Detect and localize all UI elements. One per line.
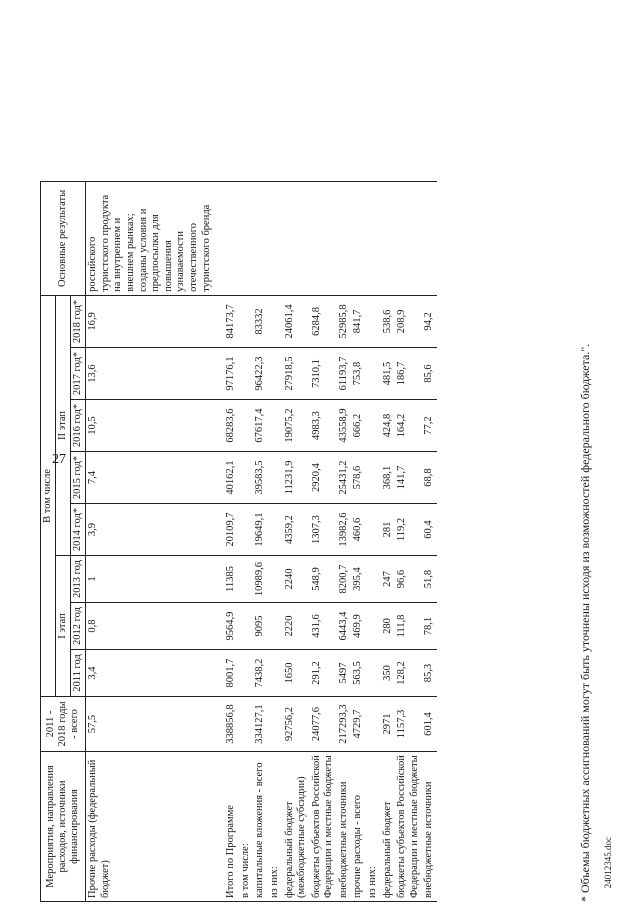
cell-year-value: 51,8: [422, 556, 437, 603]
cell-year-value: 40162,1: [224, 452, 239, 504]
cell-year-value: 68,8: [422, 452, 437, 504]
cell-year-value: 280: [381, 603, 396, 650]
spacer-cell: [214, 400, 224, 452]
cell-year-value: 68283,6: [224, 400, 239, 452]
cell-year-value: [268, 603, 283, 650]
cell-year-value: 1650: [283, 650, 310, 697]
row-label: Прочие расходы (федеральный бюджет): [86, 752, 214, 902]
cell-year-value: 77,2: [422, 400, 437, 452]
cell-year-value: [366, 452, 381, 504]
row-label: внебюджетные источники: [337, 752, 352, 902]
cell-year-value: 84173,7: [224, 295, 239, 347]
table-row: [310, 181, 337, 901]
cell-year-value: [239, 650, 254, 697]
spacer-cell: [214, 504, 224, 556]
footnote: * Объемы бюджетных ассигнований могут быть уточнены исходя из возможностей федерального бюджета.".: [578, 343, 592, 902]
cell-year-value: 7438,2: [253, 650, 268, 697]
cell-year-value: 13,6: [86, 348, 214, 400]
cell-year-value: [239, 556, 254, 603]
cell-total: 57,5: [86, 697, 214, 752]
cell-year-value: 753,8: [351, 348, 366, 400]
header-year: 2012 год: [71, 603, 86, 650]
cell-year-value: 10,5: [86, 400, 214, 452]
row-label: Итого по Программе: [224, 752, 239, 902]
table-row: [366, 181, 381, 901]
row-result: [366, 181, 381, 295]
row-label: федеральный бюджет: [381, 752, 396, 902]
cell-year-value: 368,1: [381, 452, 396, 504]
row-label: прочие расходы - всего: [351, 752, 366, 902]
cell-total: [239, 697, 254, 752]
row-result: российского туристского продукта на внутреннем и внешнем рынках; созданы условия и предпосылки для повышения узнаваемости отечественного туристского бренда: [86, 181, 214, 295]
table-row: [253, 181, 268, 901]
cell-year-value: 2920,4: [310, 452, 337, 504]
cell-year-value: 67617,4: [253, 400, 268, 452]
header-stage-2: II этап: [56, 295, 71, 555]
cell-year-value: 164,2: [395, 400, 422, 452]
spacer-cell: [214, 650, 224, 697]
row-label: бюджеты субъектов Российской Федерации и местные бюджеты: [395, 752, 422, 902]
cell-year-value: [239, 452, 254, 504]
cell-total: [268, 697, 283, 752]
cell-year-value: 7310,1: [310, 348, 337, 400]
cell-year-value: 6443,4: [337, 603, 352, 650]
cell-year-value: 2240: [283, 556, 310, 603]
row-label: из них:: [366, 752, 381, 902]
spacer-cell: [214, 348, 224, 400]
cell-year-value: 19649,1: [253, 504, 268, 556]
row-result: [381, 181, 396, 295]
cell-year-value: 39583,5: [253, 452, 268, 504]
spacer-row: [214, 181, 224, 901]
cell-total: 24077,6: [310, 697, 337, 752]
cell-year-value: 1: [86, 556, 214, 603]
cell-year-value: [268, 295, 283, 347]
cell-year-value: [268, 556, 283, 603]
file-code: 24012345.doc: [603, 837, 613, 889]
cell-year-value: 395,4: [351, 556, 366, 603]
cell-year-value: 7,4: [86, 452, 214, 504]
cell-year-value: 52985,8: [337, 295, 352, 347]
cell-year-value: 666,2: [351, 400, 366, 452]
cell-year-value: [239, 295, 254, 347]
cell-year-value: 85,6: [422, 348, 437, 400]
cell-year-value: 431,6: [310, 603, 337, 650]
cell-year-value: [366, 348, 381, 400]
cell-year-value: 96422,3: [253, 348, 268, 400]
cell-year-value: 10989,6: [253, 556, 268, 603]
cell-year-value: 5497: [337, 650, 352, 697]
spacer-cell: [214, 697, 224, 752]
table-row: [86, 181, 214, 901]
cell-year-value: 85,3: [422, 650, 437, 697]
row-result: [224, 181, 239, 295]
cell-total: 338856,8: [224, 697, 239, 752]
spacer-cell: [214, 603, 224, 650]
header-year: 2017 год*: [71, 348, 86, 400]
cell-total: 2971: [381, 697, 396, 752]
cell-year-value: [239, 504, 254, 556]
cell-year-value: 11231,9: [283, 452, 310, 504]
cell-year-value: [366, 400, 381, 452]
cell-year-value: 96,6: [395, 556, 422, 603]
table-row: [224, 181, 239, 901]
cell-year-value: [366, 295, 381, 347]
cell-year-value: 548,9: [310, 556, 337, 603]
cell-year-value: 25431,2: [337, 452, 352, 504]
spacer-cell: [214, 452, 224, 504]
cell-year-value: 16,9: [86, 295, 214, 347]
cell-year-value: 4359,2: [283, 504, 310, 556]
row-result: [395, 181, 422, 295]
header-including: В том числе: [41, 295, 56, 696]
cell-total: 601,4: [422, 697, 437, 752]
table-row: [268, 181, 283, 901]
spacer-cell: [214, 181, 224, 295]
cell-year-value: 11385: [224, 556, 239, 603]
cell-total: 217293,3: [337, 697, 352, 752]
row-label: капитальные вложения - всего: [253, 752, 268, 902]
cell-year-value: 94,2: [422, 295, 437, 347]
cell-year-value: 247: [381, 556, 396, 603]
cell-year-value: 481,5: [381, 348, 396, 400]
header-stage-1: I этап: [56, 556, 71, 697]
cell-year-value: 97176,1: [224, 348, 239, 400]
cell-year-value: 424,8: [381, 400, 396, 452]
cell-year-value: 13982,6: [337, 504, 352, 556]
financing-table: [40, 181, 437, 902]
header-total: 2011 - 2018 годы - всего: [41, 697, 86, 752]
rotated-table-sheet: [40, 62, 600, 902]
cell-year-value: 3,4: [86, 650, 214, 697]
cell-year-value: 8001,7: [224, 650, 239, 697]
cell-year-value: 841,7: [351, 295, 366, 347]
cell-year-value: 469,9: [351, 603, 366, 650]
cell-year-value: 27918,5: [283, 348, 310, 400]
row-result: [239, 181, 254, 295]
header-results: Основные результаты: [41, 181, 86, 295]
cell-year-value: [268, 400, 283, 452]
cell-year-value: [366, 603, 381, 650]
cell-year-value: 291,2: [310, 650, 337, 697]
header-year: 2016 год*: [71, 400, 86, 452]
cell-year-value: 20109,7: [224, 504, 239, 556]
cell-year-value: [366, 650, 381, 697]
row-result: [268, 181, 283, 295]
cell-year-value: [268, 348, 283, 400]
header-year: 2013 год: [71, 556, 86, 603]
cell-year-value: 9564,9: [224, 603, 239, 650]
header-year: 2014 год*: [71, 504, 86, 556]
cell-total: 334127,1: [253, 697, 268, 752]
table-row: [239, 181, 254, 901]
table-row: [422, 181, 437, 901]
row-result: [283, 181, 310, 295]
table-row: [381, 181, 396, 901]
cell-year-value: 0,8: [86, 603, 214, 650]
cell-total: 4729,7: [351, 697, 366, 752]
cell-year-value: 19075,2: [283, 400, 310, 452]
cell-year-value: 2220: [283, 603, 310, 650]
cell-year-value: 460,6: [351, 504, 366, 556]
header-year: 2018 год*: [71, 295, 86, 347]
cell-year-value: 208,9: [395, 295, 422, 347]
spacer-cell: [214, 295, 224, 347]
cell-year-value: 281: [381, 504, 396, 556]
table-row: [395, 181, 422, 901]
cell-year-value: 83332: [253, 295, 268, 347]
cell-year-value: [239, 603, 254, 650]
cell-year-value: 563,5: [351, 650, 366, 697]
cell-year-value: 43558,9: [337, 400, 352, 452]
cell-year-value: 538,6: [381, 295, 396, 347]
row-label: из них:: [268, 752, 283, 902]
row-label: в том числе:: [239, 752, 254, 902]
row-result: [310, 181, 337, 295]
cell-year-value: [239, 400, 254, 452]
cell-year-value: 186,7: [395, 348, 422, 400]
cell-year-value: 578,6: [351, 452, 366, 504]
cell-year-value: [366, 556, 381, 603]
cell-total: 1157,3: [395, 697, 422, 752]
cell-year-value: 8200,7: [337, 556, 352, 603]
header-year: 2015 год*: [71, 452, 86, 504]
cell-year-value: 1307,3: [310, 504, 337, 556]
cell-year-value: 350: [381, 650, 396, 697]
row-result: [351, 181, 366, 295]
cell-year-value: 6284,8: [310, 295, 337, 347]
table-row: [283, 181, 310, 901]
cell-year-value: 78,1: [422, 603, 437, 650]
cell-year-value: [239, 348, 254, 400]
row-label: бюджеты субъектов Российской Федерации и местные бюджеты: [310, 752, 337, 902]
cell-year-value: 24061,4: [283, 295, 310, 347]
table-row: [351, 181, 366, 901]
cell-year-value: 9095: [253, 603, 268, 650]
cell-year-value: 141,7: [395, 452, 422, 504]
cell-year-value: 61193,7: [337, 348, 352, 400]
cell-year-value: 3,9: [86, 504, 214, 556]
row-result: [253, 181, 268, 295]
cell-total: 92756,2: [283, 697, 310, 752]
row-result: [337, 181, 352, 295]
cell-year-value: [366, 504, 381, 556]
cell-year-value: [268, 504, 283, 556]
table-row: [337, 181, 352, 901]
row-label: федеральный бюджет (межбюджетные субсидии): [283, 752, 310, 902]
header-activity: Мероприятия, направления расходов, источники финансирования: [41, 752, 86, 902]
cell-year-value: [268, 650, 283, 697]
row-result: [422, 181, 437, 295]
cell-year-value: [268, 452, 283, 504]
cell-year-value: 60,4: [422, 504, 437, 556]
page-number: 27: [52, 452, 66, 467]
cell-year-value: 111,8: [395, 603, 422, 650]
spacer-cell: [214, 752, 224, 902]
cell-year-value: 128,2: [395, 650, 422, 697]
cell-year-value: 4983,3: [310, 400, 337, 452]
cell-year-value: 119,2: [395, 504, 422, 556]
cell-total: [366, 697, 381, 752]
spacer-cell: [214, 556, 224, 603]
row-label: внебюджетные источники: [422, 752, 437, 902]
header-year: 2011 год: [71, 650, 86, 697]
